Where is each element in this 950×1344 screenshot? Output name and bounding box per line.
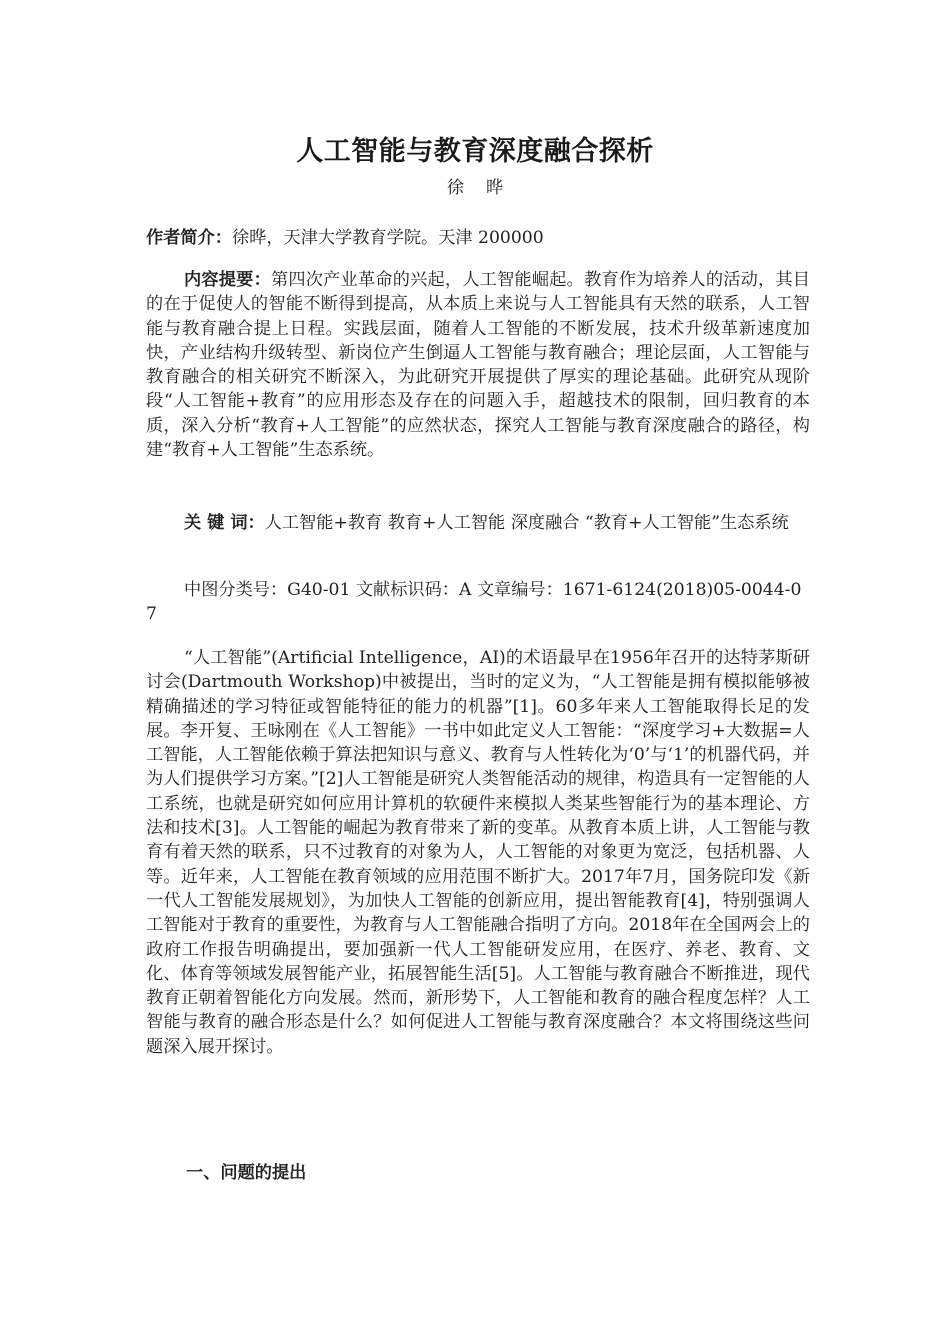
intro-paragraph: “人工智能”(Artificial Intelligence，AI)的术语最早在1956年召开的达特茅斯研讨会(Dartmouth Workshop)中被提出，当时的定义为，“人工智能是拥有模拟能够被精确描述的学习特征或智能特征的能力的机器”[1]。60多年来人工智能取得长足的发展。李开复、王咏刚在《人工智能》一书中如此定义人工智能：“深度学习+大数据=人工智能，人工智能依赖于算法把知识与意义、教育与人性转化为‘0’与‘1’的机器代码，并为人们提供学习方案。”[2]人工智能是研究人类智能活动的规律，构造具有一定智能的人工系统，也就是研究如何应用计算机的软硬件来模拟人类某些智能行为的基本理论、方法和技术[3]。人工智能的崛起为教育带来了新的变革。从教育本质上讲，人工智能与教育有着天然的联系，只不过教育的对象为人，人工智能的对象更为宽泛，包括机器、人等。近年来，人工智能在教育领域的应用范围不断扩大。2017年7月，国务院印发《新一代人工智能发展规划》，为加快人工智能的创新应用，提出智能教育[4]，特别强调人工智能对于教育的重要性，为教育与人工智能融合指明了方向。2018年在全国两会上的政府工作报告明确提出，要加强新一代人工智能研发应用，在医疗、养老、教育、文化、体育等领域发展智能产业，拓展智能生活[5]。人工智能与教育融合不断推进，现代教育正朝着智能化方向发展。然而，新形势下，人工智能和教育的融合程度怎样？人工智能与教育的融合形态是什么？如何促进人工智能与教育深度融合？本文将围绕这些问题深入展开探讨。 xyxy=(146,648,810,1057)
author-name: 徐晔 xyxy=(447,178,525,198)
paper-title: 人工智能与教育深度融合探析 xyxy=(296,136,654,167)
keywords-label: 关 键 词： xyxy=(184,513,265,533)
classification-info: 中图分类号：G40-01 文献标识码：A 文章编号：1671-6124(2018)05-0044-07 xyxy=(146,580,802,625)
keywords xyxy=(146,511,810,535)
keywords-text: 人工智能+教育 教育+人工智能 深度融合 “教育+人工智能”生态系统 xyxy=(264,513,789,533)
author-info-text: 徐晔，天津大学教育学院。天津 200000 xyxy=(231,228,544,248)
author-info-label: 作者简介： xyxy=(146,228,232,248)
abstract-label: 内容提要： xyxy=(184,270,271,290)
abstract xyxy=(146,268,810,462)
author-info xyxy=(146,226,810,250)
abstract-text: 第四次产业革命的兴起，人工智能崛起。教育作为培养人的活动，其目的在于促使人的智能不断得到提高，从本质上来说与人工智能具有天然的联系，人工智能与教育融合提上日程。实践层面，随着人工智能的不断发展，技术升级革新速度加快，产业结构升级转型、新岗位产生倒逼人工智能与教育融合；理论层面，人工智能与教育融合的相关研究不断深入，为此研究开展提供了厚实的理论基础。此研究从现阶段“人工智能+教育”的应用形态及存在的问题入手，超越技术的限制，回归教育的本质，深入分析“教育+人工智能”的应然状态，探究人工智能与教育深度融合的路径，构建“教育+人工智能”生态系统。 xyxy=(146,270,810,461)
section-heading: 一、问题的提出 xyxy=(186,1163,307,1183)
